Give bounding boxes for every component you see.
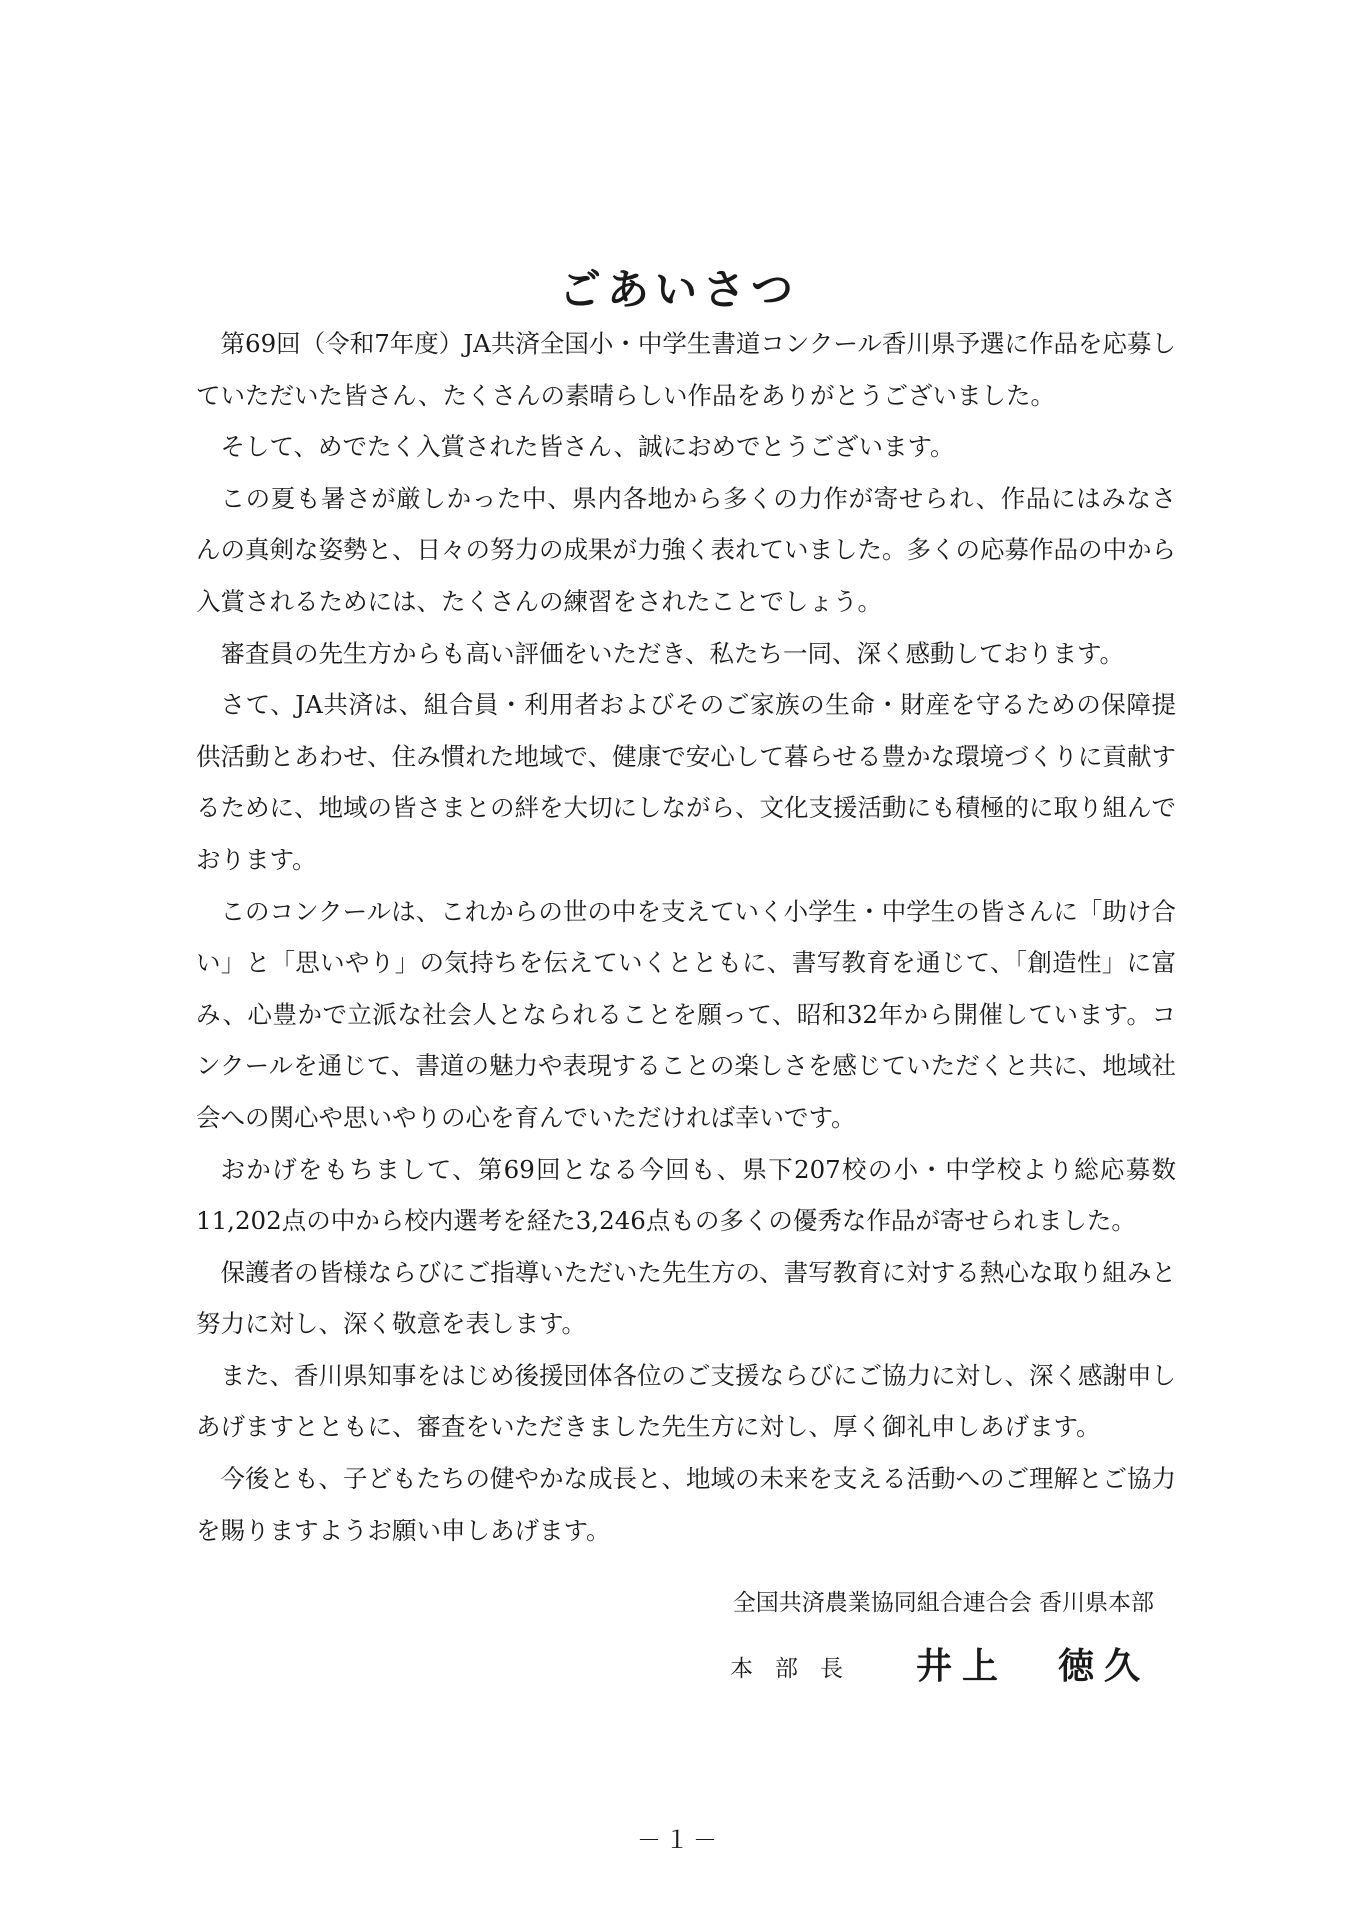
signatory-position: 本部長	[730, 1656, 865, 1682]
paragraph-4: 審査員の先生方からも高い評価をいただき、私たち一同、深く感動しております。	[220, 638, 1125, 668]
paragraph-8: 保護者の皆様ならびにご指導いただいた先生方の、書写教育に対する熱心な取り組みと努力に対し、深く敬意を表します。	[196, 1257, 1176, 1339]
page-title: ごあいさつ	[558, 265, 799, 315]
signatory-given-name: 徳久	[1058, 1645, 1151, 1687]
paragraph-10: 今後とも、子どもたちの健やかな成長と、地域の未来を支える活動へのご理解とご協力を賜りますようお願い申しあげます。	[196, 1464, 1176, 1545]
paragraph-3: この夏も暑さが厳しかった中、県内各地から多くの力作が寄せられ、作品にはみなさんの真剣な姿勢と、日々の努力の成果が力強く表れていました。多くの応募作品の中から入賞されるためには、たくさんの練習をされたことでしょう。	[196, 483, 1176, 616]
signatory-line	[730, 1638, 1154, 1698]
page-number: －１－	[637, 1826, 721, 1854]
paragraph-5: さて、JA共済は、組合員・利用者およびそのご家族の生命・財産を守るための保障提供活動とあわせ、住み慣れた地域で、健康で安心して暮らせる豊かな環境づくりに貢献するために、地域の皆さまとの絆を大切にしながら、文化支援活動にも積極的に取り組んでおります。	[196, 690, 1176, 874]
paragraph-7: おかげをもちまして、第69回となる今回も、県下207校の小・中学校より総応募数11,202点の中から校内選考を経た3,246点もの多くの優秀な作品が寄せられました。	[196, 1154, 1176, 1236]
paragraph-6: このコンクールは、これからの世の中を支えていく小学生・中学生の皆さんに「助け合い」と「思いやり」の気持ちを伝えていくとともに、書写教育を通じて、「創造性」に富み、心豊かで立派な社会人となられることを願って、昭和32年から開催しています。コンクールを通じて、書道の魅力や表現することの楽しさを感じていただくと共に、地域社会への関心や思いやりの心を育んでいただければ幸いです。	[196, 896, 1176, 1132]
paragraph-1: 第69回（令和7年度）JA共済全国小・中学生書道コンクール香川県予選に作品を応募していただいた皆さん、たくさんの素晴らしい作品をありがとうございました。	[196, 329, 1176, 410]
greeting-body	[196, 318, 1176, 1556]
organization-name: 全国共済農業協同組合連合会 香川県本部	[732, 1590, 1154, 1616]
paragraph-2: そして、めでたく入賞された皆さん、誠におめでとうございます。	[220, 432, 955, 462]
signatory-surname: 井上	[916, 1645, 1009, 1687]
paragraph-9: また、香川県知事をはじめ後援団体各位のご支援ならびにご協力に対し、深く感謝申しあげますとともに、審査をいただきました先生方に対し、厚く御礼申しあげます。	[196, 1360, 1176, 1442]
